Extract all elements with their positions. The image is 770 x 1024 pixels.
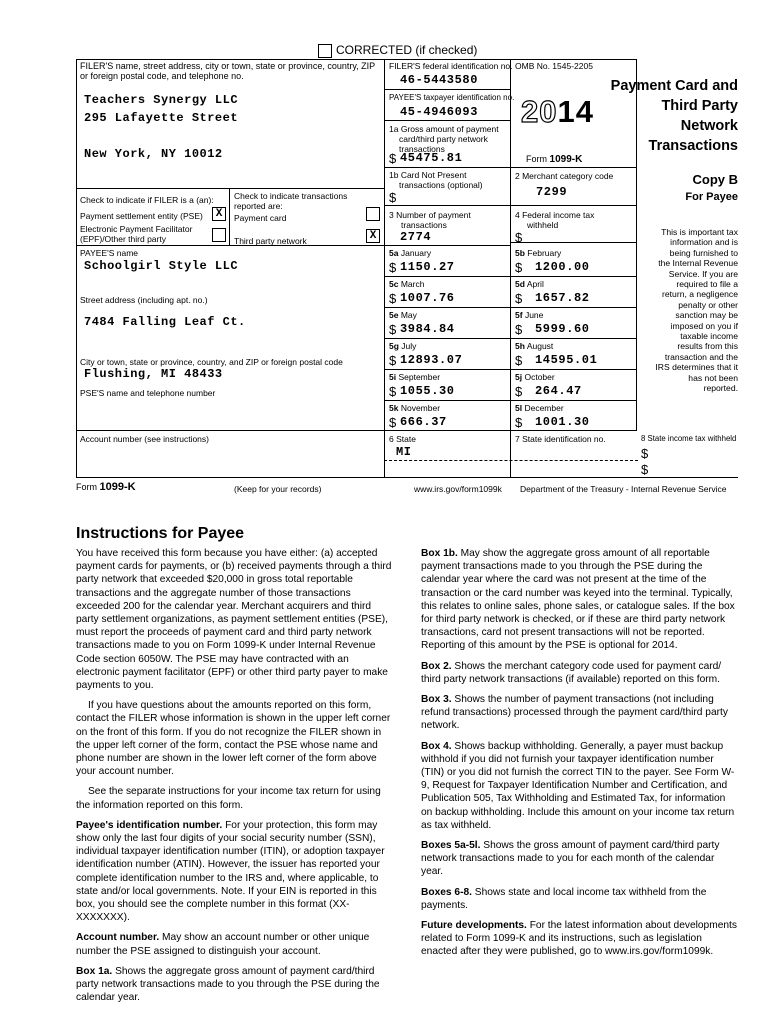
filer-fed-id-label: FILER'S federal identification no. <box>389 61 513 71</box>
reported-label: Check to indicate transactions reported are: <box>234 191 348 211</box>
third-party-label: Third party network <box>234 236 307 246</box>
box-5f-value: 5999.60 <box>535 322 590 336</box>
filer-fed-id: 46-5443580 <box>400 73 479 87</box>
instruction-paragraph <box>421 547 738 653</box>
instruction-paragraph <box>421 660 738 686</box>
payee-street: 7484 Falling Leaf Ct. <box>84 315 246 329</box>
third-party-checkbox[interactable]: X <box>366 229 380 243</box>
box-5k-label: 5k November <box>389 403 441 413</box>
footer-form: Form 1099-K <box>76 481 136 493</box>
payee-name-label: PAYEE'S name <box>80 248 139 258</box>
box-5d-dollar: $ <box>515 291 523 306</box>
box-2-value: 7299 <box>536 185 568 199</box>
box-5b-label: 5b February <box>515 248 562 258</box>
box-5a-dollar: $ <box>389 260 397 275</box>
instruction-heading: Boxes 5a-5l. <box>421 840 481 852</box>
instructions-left-column <box>76 547 392 1012</box>
instruction-heading: Box 4. <box>421 740 452 752</box>
box-5b-value: 1200.00 <box>535 260 590 274</box>
payment-card-checkbox[interactable] <box>366 207 380 221</box>
account-label: Account number (see instructions) <box>80 434 209 444</box>
box-5g-dollar: $ <box>389 353 397 368</box>
box-7-label: 7 State identification no. <box>515 434 606 444</box>
box-5e-dollar: $ <box>389 322 397 337</box>
instruction-heading: Box 1b. <box>421 548 458 559</box>
box-5c-dollar: $ <box>389 291 397 306</box>
filer-is-label: Check to indicate if FILER is a (an): <box>80 195 214 205</box>
payee-city-label: City or town, state or province, country, and ZIP or foreign postal code <box>80 357 343 367</box>
tax-year: 2014 <box>521 94 594 129</box>
instruction-text: Shows backup withholding. Generally, a payer must backup withhold if you did not furnish your taxpayer identification number (TIN) or you did not furnish the correct TIN to the payer. See Form W-9, Request for Taxpayer Identification Number and Certification, and Publication 505, Tax Withholding and Estimated Tax, for information on backup withholding. Include this amount on your income tax return as tax withheld. <box>421 740 735 831</box>
box-5g-value: 12893.07 <box>400 353 463 367</box>
corrected-checkbox[interactable] <box>318 44 332 58</box>
filer-city: New York, NY 10012 <box>84 147 223 161</box>
box-5e-label: 5e May <box>389 310 417 320</box>
box-1b-dollar: $ <box>389 190 397 205</box>
instruction-paragraph <box>76 785 392 811</box>
instruction-paragraph <box>421 919 738 959</box>
copy-sub: For Payee <box>685 191 738 203</box>
footer-keep: (Keep for your records) <box>234 484 322 494</box>
instruction-heading: Boxes 6-8. <box>421 886 472 898</box>
instruction-paragraph <box>76 965 392 1005</box>
payee-city: Flushing, MI 48433 <box>84 367 223 381</box>
box-5d-label: 5d April <box>515 279 544 289</box>
instructions-right-column <box>421 547 738 966</box>
pse-name-label: PSE'S name and telephone number <box>80 388 216 398</box>
payee-tin: 45-4946093 <box>400 105 479 119</box>
box-5a-value: 1150.27 <box>400 260 455 274</box>
footer-dept: Department of the Treasury - Internal Revenue Service <box>520 484 727 494</box>
instruction-text: For the latest information about developments related to Form 1099-K and its instructions, such as legislation enacted after they were published, go to www.irs.gov/form1099k. <box>421 920 737 958</box>
box-6-value: MI <box>396 445 412 459</box>
instruction-paragraph <box>76 819 392 925</box>
payee-tin-label: PAYEE'S taxpayer identification no. <box>389 93 515 102</box>
box-5j-value: 264.47 <box>535 384 582 398</box>
box-5j-dollar: $ <box>515 384 523 399</box>
instruction-text: May show the aggregate gross amount of all reportable payment transactions made to you through the PSE during the calendar year where the card was not present at the time of the transaction or the card number was keyed into the terminal. Typically, this relates to online sales, phone sales, or catalogue sales. If the box for third party network is checked, or if these are third party network transactions, card not present transactions will not be reported. Reporting of this amount by the PSE is optional for 2014. <box>421 548 735 652</box>
box-5d-value: 1657.82 <box>535 291 590 305</box>
instruction-paragraph <box>421 886 738 912</box>
pse-label: Payment settlement entity (PSE) <box>80 211 203 221</box>
box-5c-value: 1007.76 <box>400 291 455 305</box>
box-5e-value: 3984.84 <box>400 322 455 336</box>
pse-checkbox[interactable]: X <box>212 207 226 221</box>
instruction-text: Shows the number of payment transactions (not including refund transactions) processed through the payment card/third party network. <box>421 694 728 732</box>
box-5i-value: 1055.30 <box>400 384 455 398</box>
box-1a-label: 1a Gross amount of payment card/third party network transactions <box>389 124 499 154</box>
box-1a-value: 45475.81 <box>400 151 463 165</box>
instruction-text: For your protection, this form may show only the last four digits of your social security number (SSN), individual taxpayer identification number (ITIN), or adoption taxpayer identification number (ATIN). However, the issuer has reported your complete identification number to the IRS and, where applicable, to state and/or local governments. Note. If your EIN is reported in this box, you should see the complete number in this format (XX-XXXXXXX). <box>76 819 385 924</box>
instruction-heading: Future developments. <box>421 920 527 932</box>
box-5c-label: 5c March <box>389 279 425 289</box>
box-8-dollar-1: $ <box>641 446 649 461</box>
omb-number: OMB No. 1545-2205 <box>515 61 593 71</box>
box-5i-dollar: $ <box>389 384 397 399</box>
payee-street-label: Street address (including apt. no.) <box>80 295 208 305</box>
instruction-heading: Box 1a. <box>76 965 113 977</box>
box-5g-label: 5g July <box>389 341 417 351</box>
instruction-paragraph <box>76 931 392 957</box>
corrected-label: CORRECTED (if checked) <box>336 43 478 57</box>
form-line: Form 1099-K <box>526 154 583 165</box>
important-note: This is important tax information and is being furnished to the Internal Revenue Service. If you are required to file a return, a negligence penalty or other sanction may be imposed on you if taxable income results from this transaction and the IRS determines that it has not been reported. <box>655 227 738 394</box>
instruction-paragraph <box>421 839 738 879</box>
instruction-heading: Box 3. <box>421 694 452 706</box>
box-5h-label: 5h August <box>515 341 554 351</box>
instruction-text: Shows state and local income tax withheld from the payments. <box>421 886 707 911</box>
instruction-text: Shows the merchant category code used for payment card/ third party network transactions (if available) reported on this form. <box>421 660 722 685</box>
box-5i-label: 5i September <box>389 372 441 382</box>
box-1b-label: 1b Card Not Present transactions (optional) <box>389 170 483 190</box>
instruction-text: You have received this form because you have either: (a) accepted payment cards for payments, or (b) received payments through a third party network that exceeded $20,000 in gross total reportable transactions and the aggregate number of those transactions exceeded 200 for the calendar year. Merchant acquirers and third party settlement organizations, as payment settlement entities (PSE), must report the proceeds of payment card and third party network transactions made to you on Form 1099-K under Internal Revenue Code section 6050W. The PSE may have contracted with an electronic payment facilitator (EPF) or other third party payer to make payments to you. <box>76 548 392 692</box>
instruction-text: May show an account number or other unique number the PSE assigned to distinguish your account. <box>76 932 370 957</box>
epf-label: Electronic Payment Facilitator (EPF)/Other third party <box>80 224 193 244</box>
box-2-label: 2 Merchant category code <box>515 171 614 181</box>
instruction-text: Shows the gross amount of payment card/third party network transactions made to you for each month of the calendar year. <box>421 840 720 878</box>
box-8-label: 8 State income tax withheld <box>641 434 737 443</box>
instruction-paragraph <box>76 699 392 778</box>
payment-card-label: Payment card <box>234 213 287 223</box>
instructions-title: Instructions for Payee <box>76 525 245 542</box>
box-5a-label: 5a January <box>389 248 432 258</box>
box-1a-dollar: $ <box>389 151 397 166</box>
instruction-text: If you have questions about the amounts reported on this form, contact the FILER whose information is shown in the upper left corner on the front of this form. If you do not recognize the FILER shown in the upper left corner of the form, contact the PSE whose name and phone number are shown in the lower left corner of the form above your account number. <box>76 700 391 778</box>
filer-street: 295 Lafayette Street <box>84 111 239 125</box>
payee-name: Schoolgirl Style LLC <box>84 259 239 273</box>
instruction-text: Shows the aggregate gross amount of payment card/third party network transactions made to you through the PSE during the calendar year. <box>76 965 380 1004</box>
instruction-heading: Box 2. <box>421 660 452 672</box>
box-5l-dollar: $ <box>515 415 523 430</box>
box-5f-label: 5f June <box>515 310 544 320</box>
copy-title: Copy B <box>692 172 738 187</box>
box-5f-dollar: $ <box>515 322 523 337</box>
filer-name: Teachers Synergy LLC <box>84 93 239 107</box>
box-4-label: 4 Federal income tax withheld <box>515 210 595 230</box>
box-5l-label: 5l December <box>515 403 564 413</box>
box-5l-value: 1001.30 <box>535 415 590 429</box>
epf-checkbox[interactable] <box>212 228 226 242</box>
instruction-heading: Payee's identification number. <box>76 819 223 831</box>
instruction-text: See the separate instructions for your income tax return for using the information reported on this form. <box>76 786 381 811</box>
box-5h-dollar: $ <box>515 353 523 368</box>
box-5b-dollar: $ <box>515 260 523 275</box>
box-3-value: 2774 <box>400 230 432 244</box>
form-title: Payment Card and Third Party Network Transactions <box>610 78 738 154</box>
instruction-paragraph <box>421 693 738 733</box>
box-8-dollar-2: $ <box>641 462 649 477</box>
box-5j-label: 5j October <box>515 372 555 382</box>
instruction-paragraph <box>421 740 738 832</box>
footer-url[interactable]: www.irs.gov/form1099k <box>414 484 502 494</box>
box-3-label: 3 Number of payment transactions <box>389 210 471 230</box>
instruction-heading: Account number. <box>76 932 160 944</box>
box-5h-value: 14595.01 <box>535 353 598 367</box>
box-4-dollar: $ <box>515 230 523 245</box>
box-5k-value: 666.37 <box>400 415 447 429</box>
box-6-label: 6 State <box>389 434 416 444</box>
box-5k-dollar: $ <box>389 415 397 430</box>
filer-label: FILER'S name, street address, city or town, state or province, country, ZIP or foreign postal code, and telephone no. <box>80 61 376 81</box>
instruction-paragraph <box>76 547 392 692</box>
